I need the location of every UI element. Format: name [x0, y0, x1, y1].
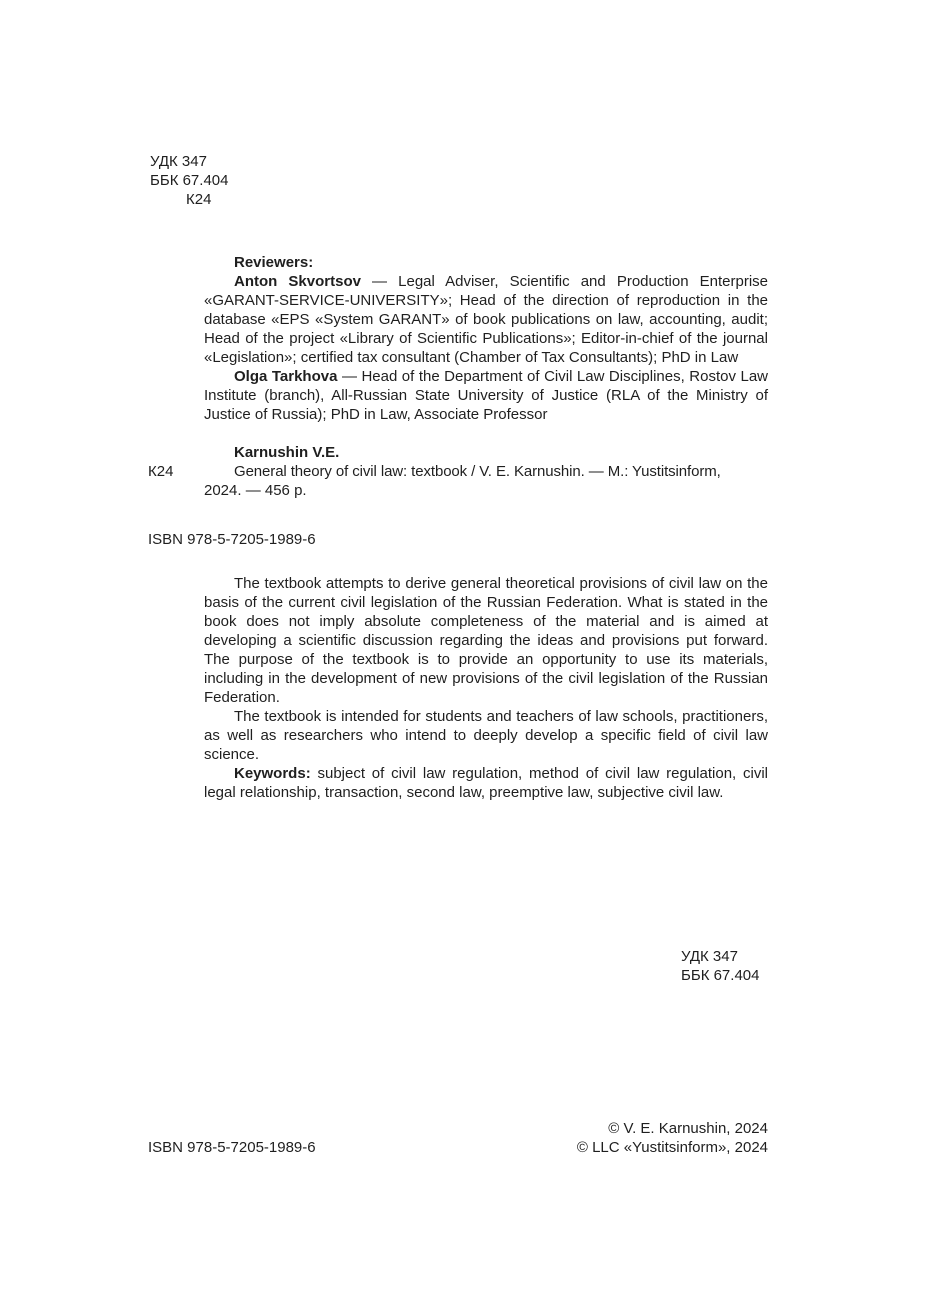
reviewer-2 [204, 367, 768, 424]
reviewer-1-name: Anton Skvortsov [234, 273, 361, 290]
reviewer-1-text: — Legal Adviser, Scientific and Production Enterprise «GARANT-SERVICE-UNIVERSITY»; Head of the direction of reproduction in the database «EPS «System GARANT» of book publications on law, accounting, audit; Head of the project «Library of Scientific Publications»; Editor-in-chief of the journal «Legislation»; certified tax consultant (Chamber of Tax Consultants); PhD in Law [204, 273, 769, 366]
author-mark: К24 [186, 191, 212, 208]
bottom-bbk: ББК 67.404 [681, 967, 760, 984]
entry-author: Karnushin V.E. [234, 444, 340, 461]
abstract-paragraph-1: The textbook attempts to derive general theoretical provisions of civil law on the basis of the current civil legislation of the Russian Federation. What is stated in the book does not imply absolute completeness of the material and is aimed at developing a scientific discussion regarding the ideas and provisions put forward. The purpose of the textbook is to provide an opportunity to use its materials, including in the development of new provisions of the civil legislation of the Russian Federation. [204, 575, 768, 706]
classification-codes [150, 152, 228, 209]
entry-mark: К24 [148, 463, 174, 480]
bottom-codes [681, 947, 759, 985]
bottom-isbn: ISBN 978-5-7205-1989-6 [148, 1139, 316, 1156]
keywords-text: subject of civil law regulation, method of civil law regulation, civil legal relationship, transaction, second law, preemptive law, subjective civil law. [204, 765, 768, 801]
abstract-paragraph-2: The textbook is intended for students and teachers of law schools, practitioners, as well as researchers who intend to deeply develop a specific field of civil law science. [204, 708, 768, 763]
bottom-udk: УДК 347 [681, 948, 738, 965]
copyright-block [577, 1119, 768, 1157]
keywords-label: Keywords: [234, 765, 311, 782]
reviewer-2-name: Olga Tarkhova [234, 368, 338, 385]
copyright-publisher: © LLC «Yustitsinform», 2024 [576, 1139, 768, 1156]
reviewers-heading: Reviewers: [234, 254, 314, 271]
abstract [204, 574, 768, 802]
bbk-code: ББК 67.404 [150, 172, 229, 189]
keywords [204, 764, 768, 802]
reviewer-1 [204, 272, 768, 367]
udk-code: УДК 347 [150, 153, 207, 170]
entry-title-line: General theory of civil law: textbook / V. E. Karnushin. — M.: Yustitsinform, [234, 463, 721, 480]
copyright-author: © V. E. Karnushin, 2024 [608, 1120, 768, 1137]
reviewers-section [204, 253, 768, 424]
entry-title-line-2: 2024. — 456 p. [204, 482, 307, 499]
isbn: ISBN 978-5-7205-1989-6 [148, 531, 316, 548]
reviewer-2-text: — Head of the Department of Civil Law Disciplines, Rostov Law Institute (branch), All-Russian State University of Justice (RLA of the Ministry of Justice of Russia); PhD in Law, Associate Professor [204, 368, 768, 423]
